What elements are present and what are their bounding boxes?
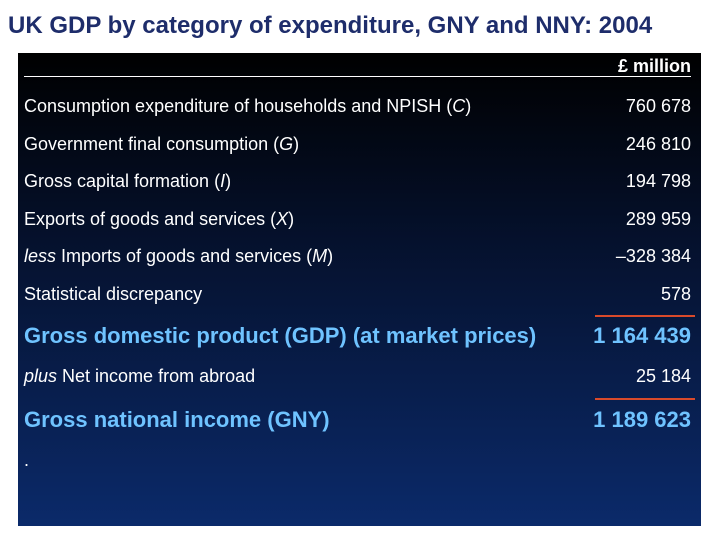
- net-income-label: plus Net income from abroad: [24, 366, 256, 386]
- table-row: [24, 96, 691, 122]
- gny-row: [24, 407, 691, 437]
- row-value: 760 678: [625, 96, 691, 116]
- table-row: [24, 209, 691, 235]
- row-value: 246 810: [625, 134, 691, 154]
- gny-value: 1 189 623: [593, 407, 691, 432]
- unit-header: £ million: [24, 56, 691, 77]
- row-value: 289 959: [625, 209, 691, 229]
- sum-rule: [595, 315, 695, 317]
- sum-rule: [595, 398, 695, 400]
- table-row: [24, 246, 691, 272]
- gny-label: Gross national income (GNY): [24, 407, 330, 432]
- gdp-label: Gross domestic product (GDP) (at market prices): [24, 323, 537, 348]
- table-row: [24, 284, 691, 310]
- row-value: –328 384: [615, 246, 691, 266]
- row-value: 578: [660, 284, 691, 304]
- gdp-value: 1 164 439: [593, 323, 691, 348]
- table-row: [24, 134, 691, 160]
- trailing-mark: .: [24, 450, 30, 470]
- row-label: Government final consumption (G): [24, 134, 300, 154]
- table-row: [24, 171, 691, 197]
- row-label: Statistical discrepancy: [24, 284, 203, 304]
- row-label: Consumption expenditure of households and NPISH (C): [24, 96, 472, 116]
- row-label: Exports of goods and services (X): [24, 209, 295, 229]
- row-label: Gross capital formation (I): [24, 171, 232, 191]
- net-income-row: [24, 366, 691, 392]
- page-title: UK GDP by category of expenditure, GNY and NNY: 2004: [8, 12, 653, 39]
- net-income-value: 25 184: [635, 366, 691, 386]
- gdp-row: [24, 323, 691, 353]
- row-label: less Imports of goods and services (M): [24, 246, 334, 266]
- expenditure-table: [18, 53, 701, 526]
- row-value: 194 798: [625, 171, 691, 191]
